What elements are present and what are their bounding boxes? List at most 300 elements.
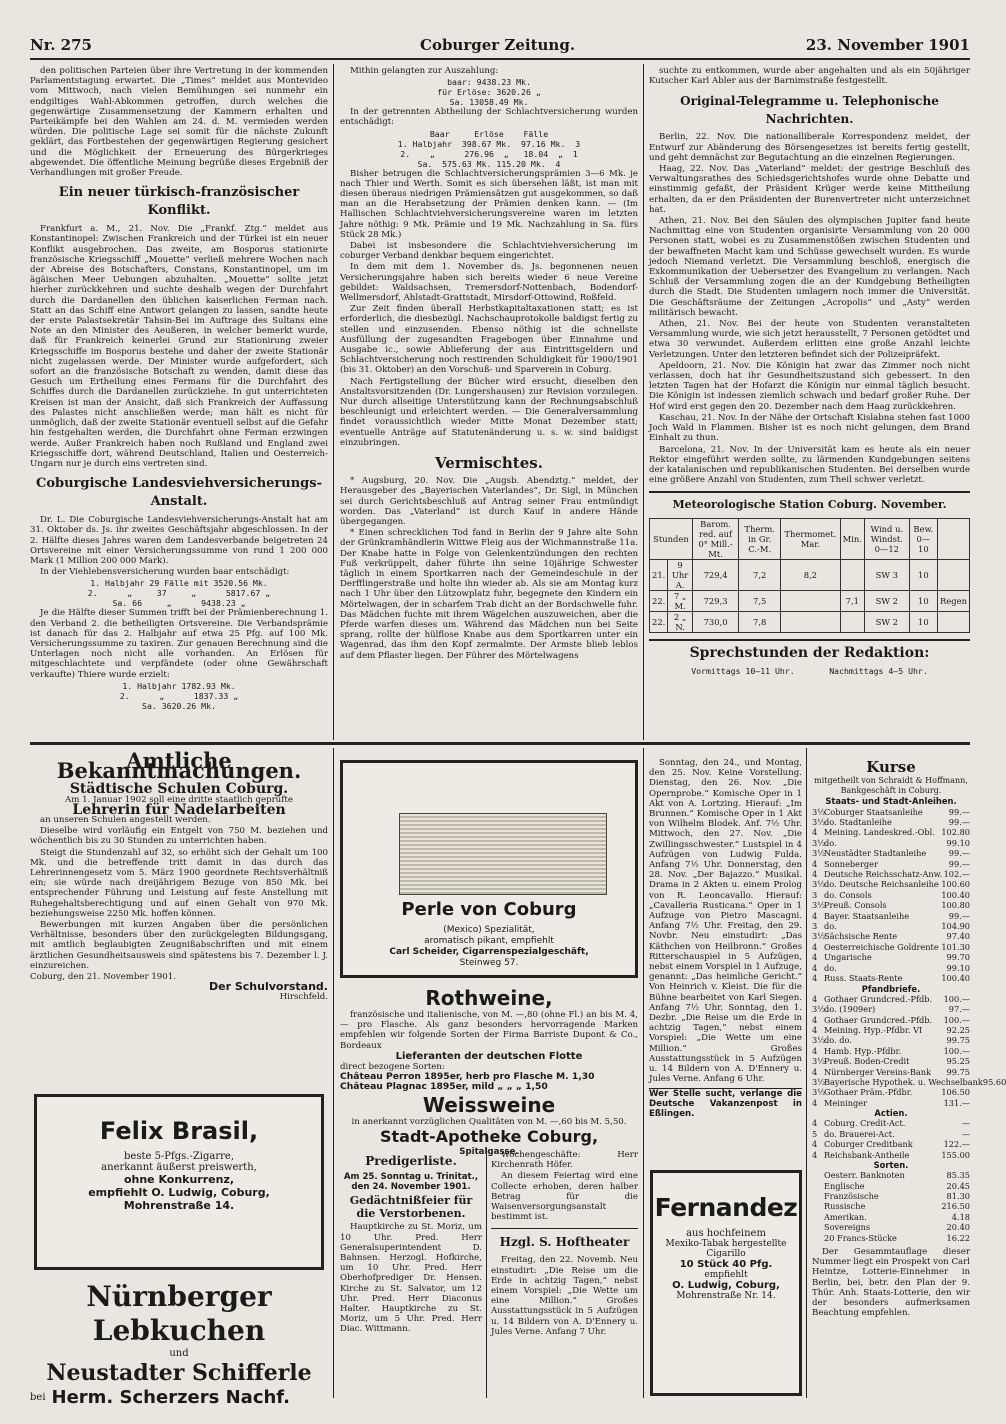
col2-text: Zur Zeit finden überall Herbstkapitaltaxationen statt; es ist erforderlich, die diesbezügl. Nachschauprotokolle baldigst fertig zu stellen und einzusenden. Ebenso nöthig ist die schnellste Ausfüllung der zugesandten Fragebogen über Einnahme und Ausgabe ic., sowie Ablieferung der aus Eintrittsgeldern und Schlachtversicherung noch restirenden Schuldigkeit für 1900/1901 (bis 31. Oktober) an den Vorschuß- und Sparverein in Coburg. (340, 304, 638, 376)
fernandez-title: Fernandez (654, 1193, 798, 1222)
rotwein-direct: direct bezogene Sorten: (340, 1062, 445, 1073)
brasil-line: Mohrenstraße 14. (123, 1199, 235, 1212)
brasil-line: anerkannt äußerst preiswerth, (101, 1162, 257, 1173)
kurse-list (812, 1118, 970, 1160)
telegram: Barcelona, 21. Nov. In der Universität kam es heute als ein neuer Rektor eingeführt werden sollte, zu lärmenden Kundgebungen seitens der katalanischen und republikanischen Studenten. Bei derselben wurde eine größere Anzahl von Studenten, zum Theil schwer verletzt. (649, 444, 970, 486)
kurse-price: 99.70 (946, 952, 970, 963)
kurse-price: 81.30 (946, 1191, 970, 1202)
apotheke-title: Stadt-Apotheke Coburg, (379, 1126, 599, 1146)
vieh-row: Sa. 66 „ 9438.23 „ (112, 598, 246, 609)
schlacht-row: 1. Halbjahr 398.67 Mk. 97.16 Mk. 3 (397, 138, 581, 149)
kurse-security: Reichsbank-Antheile (824, 1149, 910, 1160)
kurse-row (812, 1076, 1006, 1087)
vieh-row: 2. „ 1837.33 „ (119, 690, 239, 701)
rotwein-item: Château Plagnac 1895er, mild „ „ „ 1,50 (340, 1081, 548, 1093)
weather-cell: 7,2 (739, 560, 781, 591)
kurse-sub: mitgetheilt von Schraidt & Hoffmann, Bankgeschäft in Coburg. (814, 776, 968, 796)
kurse-row (812, 911, 970, 921)
weather-cell: 7,8 (739, 612, 781, 633)
kurse-security: 20 Francs-Stücke (824, 1232, 897, 1243)
kurse-row (812, 973, 970, 983)
kurse-rate: 4 (812, 869, 818, 880)
vieh-row: 2. „ 37 „ 5817.67 „ (87, 588, 271, 599)
kurse-price: 155.00 (941, 1149, 970, 1160)
headline-predigerliste: Predigerliste. (365, 1154, 457, 1168)
kurse-security: Oesterr. Banknoten (824, 1170, 905, 1181)
kurse-rate: 4 (812, 827, 818, 838)
fernandez-line: O. Ludwig, Coburg, (672, 1280, 780, 1291)
kurse-price: 99.— (948, 806, 970, 817)
predigerliste-date: Am 25. Sonntag u. Trinitat., den 24. November 1901. (343, 1172, 479, 1193)
weather-col: Therm. in Gr. C.-M. (739, 519, 781, 560)
kurse-rate: 4 (812, 941, 818, 952)
kurse-price: 99.— (948, 858, 970, 869)
column-rule (333, 64, 334, 740)
schulen-text: Steigt die Stundenzahl auf 32, so erhöht sich der Gehalt um 100 Mk. und die betreffende tritt damit in das durch das Lehrerinnengesetz vom 5. März 1900 geordnete Rechtsverhältniß ein; sie würde nach dreijährigem Bezuge von 850 Mk. bei entsprechender Führung und Leistung auf feste Anstellung mit Ruhegehaltsberechtigung und auf einen Gehalt von 970 Mk. beziehungsweise 2250 Mk. hoffen können. (30, 847, 328, 919)
weather-cell: 729,3 (692, 591, 738, 612)
kurse-price: 97.— (948, 1004, 970, 1015)
kurse-price: 102.80 (941, 827, 970, 838)
telegram: Berlin, 22. Nov. Die nationalliberale Korrespondenz meldet, der Entwurf zur Abänderung des Börsengesetzes ist bereits fertig gestellt, und geht demnächst zur Begutachtung an die einzelnen Regierungen. (649, 132, 970, 163)
kurse-security: Bayer. Staatsanleihe (824, 910, 910, 921)
kurse-row (812, 827, 970, 837)
kurse-price: 99.10 (946, 962, 970, 973)
payout-row: für Erlöse: 3620.26 „ (437, 87, 541, 98)
kurse-rate (812, 1181, 824, 1191)
kurse-security: Russ. Staats-Rente (824, 973, 903, 984)
kurse-rate: 3½ (812, 848, 826, 859)
column-rule (806, 748, 807, 1398)
issue-number: Nr. 275 (30, 36, 92, 54)
ad-wines (340, 986, 638, 1157)
kurse-rate: 4 (812, 1118, 818, 1129)
kurse-row (812, 942, 970, 952)
kurse-row (812, 1046, 970, 1056)
kurse-price: 102.— (943, 869, 970, 880)
issue-date: 23. November 1901 (805, 36, 970, 54)
kurse-row (812, 879, 970, 889)
kurse-rate (812, 1191, 824, 1201)
kurse-rate: 4 (812, 1097, 818, 1108)
kurse-row (812, 931, 970, 941)
weather-row (650, 591, 970, 612)
kurse-security: Sächsische Rente (824, 931, 898, 942)
kurse-rate: 3½ (812, 879, 826, 890)
kurse-price: 92.25 (946, 1024, 970, 1035)
kurse-row (812, 1139, 970, 1149)
column-2 (340, 66, 638, 740)
kurse-price: — (961, 1128, 970, 1139)
col2-text: Mithin gelangten zur Auszahlung: (350, 66, 499, 76)
col2-text: Nach Fertigstellung der Bücher wird ersucht, dieselben den Anstaltsvorsitzenden (Dr. Lungershausen) zur Revision vorzulegen. Nur durch allseitige Unterstützung kann der Rechnungsabschluß beschleunigt und erleichtert werden. — Die Generalversammlung findet voraussichtlich wieder Mitte Monat Dezember statt; eventuelle Anträge auf Statutenänderung u. s. w. sind baldigst einzubringen. (340, 376, 638, 448)
schulen-signature-name: Hirschfeld. (279, 992, 328, 1003)
col2-text: * Augsburg, 20. Nov. Die „Augsb. Abendztg.“ meldet, der Herausgeber des „Bayerischen Vaterlandes“, Dr. Sigl, in München sei durch Gerichtsbeschluß auf Antrag seiner Frau entmündigt worden. Das „Vaterland“ ist durch Kauf in andere Hände übergegangen. (340, 476, 638, 527)
kurse-security: Sovereigns (824, 1222, 871, 1233)
kurse-security: do. Consols (824, 889, 872, 900)
headline-kurse: Kurse (866, 758, 916, 776)
kurse-price: 99.10 (946, 837, 970, 848)
kurse-security: do. (1909er) (824, 1004, 876, 1015)
schulen-signature-date: Coburg, den 21. November 1901. (30, 972, 176, 983)
kurse-row (812, 1118, 970, 1128)
payout-row: Sa. 13058.49 Mk. (449, 97, 529, 108)
column-1 (30, 66, 328, 740)
kurse-category: Sorten. (873, 1160, 909, 1171)
kurse-price: 4.18 (951, 1211, 970, 1222)
telegram: Apeldoorn, 21. Nov. Die Königin hat zwar das Zimmer noch nicht verlassen, doch hat ihr Gesundheitszustand sich gebessert. In den letzten Tagen hat der Hofarzt die Königin nur einmal täglich besucht. Die Königin ist indessen ziemlich schwach und bedarf großer Ruhe. Der Hof wird erst gegen den 20. Dezember nach dem Haag zurückkehren. (649, 360, 970, 412)
weather-cell: SW 2 (864, 612, 909, 633)
weather-cell (937, 560, 969, 591)
kurse-row (812, 900, 970, 910)
telegram: Athen, 21. Nov. Bei den Säulen des olympischen Jupiter fand heute Nachmittag eine von Studenten organisirte Versammlung von 20 000 Personen statt, wobei es zu Zusammenstößen zwischen Studenten und der bewaffneten Macht kam und Schüsse gewechselt wurden. Es wurde jedoch Niemand verletzt. Die Versammlung beschloß, energisch die Exkommunikation der Uebersetzer des Evangelium zu verlangen. Nach Schluß der Versammlung zogen die an der Kundgebung Betheiligten durch die Stadt. Die Studenten umlagern noch immer die Universität. Die Geschäftsräume der Zeitungen „Acropolis“ und „Asty“ werden militärisch bewacht. (649, 216, 970, 318)
kurse-price: 100.80 (941, 900, 970, 911)
rotwein-title: Rothweine, (425, 986, 553, 1010)
kurse-row (812, 1129, 970, 1139)
kurse-security: do. (824, 837, 837, 848)
weather-cell: 10 (909, 560, 937, 591)
kurse-category: Staats- und Stadt-Anleihen. (825, 796, 957, 807)
kurse-price: 99.75 (946, 1035, 970, 1046)
section-rule (30, 742, 970, 745)
kurse-row (812, 1191, 970, 1201)
vieh-row: 1. Halbjahr 1782.93 Mk. (122, 680, 236, 691)
weather-cell: 9 Uhr A. (668, 560, 693, 591)
kurse-price: 100.40 (941, 973, 970, 984)
kurse-row (812, 817, 970, 827)
kurse-price: 85.35 (946, 1170, 970, 1181)
kurse-rate (812, 1170, 824, 1180)
weather-cell: 21. (650, 560, 668, 591)
kurse-rate: 3½ (812, 1056, 826, 1067)
col2-text: In dem mit dem 1. November ds. Js. begonnenen neuen Versicherungsjahre haben sich bereits wieder 6 neue Vereine gebildet: Waldsachsen, Tremersdorf-Nottenbach, Bodendorf-Wellmersdorf, Ahlstadt-Grattstadt, Mirsdorf-Ottowind, Roßfeld. (340, 262, 638, 304)
kurse-price: 100.40 (941, 889, 970, 900)
kurse-row (812, 1181, 970, 1191)
schlacht-header: Baar Erlöse Fälle (429, 128, 549, 139)
col3-text: suchte zu entkommen, wurde aber angehalten und als ein 50jähriger Kutscher Karl Abler aus der Barnimstraße festgestellt. (649, 66, 970, 87)
weather-cell: 730,0 (692, 612, 738, 633)
kurse-row (812, 1067, 970, 1077)
kurse-security: Bayerische Hypothek. u. Wechselbank (824, 1076, 983, 1087)
kurse-security: Ungarische (824, 952, 872, 963)
lebkuchen-seller: Herm. Scherzers Nachf. (51, 1387, 290, 1408)
perle-title: Perle von Coburg (401, 899, 577, 920)
weisswein-text: in anerkannt vorzüglichen Qualitäten von M. —,60 bis M. 5,50. (351, 1116, 627, 1127)
kurse-rate: 4 (812, 1139, 818, 1150)
weather-col: Wind u. Windst. 0—12 (864, 519, 909, 560)
kurse-category: Actien. (874, 1108, 908, 1119)
amtliche-section (30, 750, 328, 1078)
kurse-row (812, 1056, 970, 1066)
kurse-security: Gothaer Grundcred.-Pfdb. (824, 1014, 933, 1025)
weather-cell: 8,2 (781, 560, 841, 591)
schulen-text: Bewerbungen mit kurzen Angaben über die persönlichen Verhältnisse, besonders über den zurückgelegten Bildungsgang, mit amtlich beglaubigten Zeugnißabschriften und mit einem ärztlichen Gesundheitsausweis sind spätestens bis 7. Dezember l. J. einzureichen. (30, 920, 328, 971)
kurse-price: 97.40 (946, 931, 970, 942)
kurse-security: Preuß. Boden-Credit (824, 1056, 910, 1067)
kurse-row (812, 952, 970, 962)
headline-amtliche: Amtliche Bekanntmachungen. (56, 748, 302, 784)
kurse-price: 106.50 (941, 1087, 970, 1098)
sprechstunden-text: Vormittags 10—11 Uhr. Nachmittags 4—5 Uhr. (691, 666, 928, 677)
kurse-security: Coburger Staatsanleihe (824, 806, 923, 817)
weather-cell: 7 „ M. (668, 591, 693, 612)
kurse-security: Meininger (824, 1097, 868, 1108)
headline-meteorologie: Meteorologische Station Coburg. November. (649, 491, 970, 514)
headline-konflikt: Ein neuer türkisch-französischer Konflikt. (58, 185, 300, 219)
column-rule (643, 64, 644, 740)
telegram: Kaschau, 21. Nov. In der Nähe der Ortschaft Kislabna stehen fast 1000 Joch Wald in Flammen. Bisher ist es noch nicht gelungen, dem Brand Einhalt zu thun. (649, 412, 970, 444)
kurse-rate: 4 (812, 858, 818, 869)
kurse-rate: 4 (812, 993, 818, 1004)
headline-sprechstunden: Sprechstunden der Redaktion: (649, 639, 970, 662)
kurse-rate: 4 (812, 1024, 818, 1035)
predigerliste-text: Hauptkirche zu St. Moriz, um 10 Uhr. Pred. Herr Generalsuperintendent D. Bahnsen. Herzogl. Hofkirche, um 10 Uhr. Pred. Herr Oberhofprediger Dr. Hensen. Kirche zu St. Salvator, um 12 Uhr. Pred. Herr Diaconus Halter. Hauptkirche zu St. Moriz, um 5 Uhr. Pred. Herr Diac. Wittmann. (340, 1222, 482, 1335)
column-rule (643, 748, 644, 1398)
column-rule (333, 748, 334, 1398)
weather-cell: 729,4 (692, 560, 738, 591)
kurse-price: 122.— (943, 1139, 970, 1150)
kurse-row (812, 859, 970, 869)
perle-line: Carl Scheider, Cigarrenspezialgeschäft, (389, 947, 589, 957)
weather-cell (937, 612, 969, 633)
perle-line: aromatisch pikant, empfiehlt (424, 936, 554, 946)
kurse-footer: Der Gesammtauflage dieser Nummer liegt ein Prospekt von Carl Heintze, Lotterie-Einnehmer in Berlin, bei, betr. den Plan der 9. Thür. Anh. Staats-Lotterie, den wir der besonders aufmerksamen Beachtung empfehlen. (812, 1247, 970, 1319)
kurse-security: Amerikan. (824, 1211, 867, 1222)
kurse-rate: 4 (812, 962, 818, 973)
weather-cell (781, 591, 841, 612)
lebkuchen-title-2: Neustadter Schifferle (46, 1360, 312, 1386)
kurse-row (812, 994, 970, 1004)
schlacht-row: 2. „ 276.96 „ 18.04 „ 1 (400, 148, 578, 159)
col2-text: * Einen schrecklichen Tod fand in Berlin der 9 Jahre alte Sohn der Grünkramhändlerin Wittwe Fleig aus der Wichmannstraße 11a. Der Knabe hatte in Folge von Gelenkentzündungen den rechten Fuß verkrüppelt, daher führte ihn seine 10jährige Schwester täglich in einem Sportkarren nach der Gemeindeschule in der Derfflingerstraße und holte ihn wieder ab. Als sie am Montag kurz nach 1 Uhr über den Lützowplatz fuhr, begegnete den Kindern ein Mörtelwagen, der in scharfem Trab dicht an der Bordschwelle fuhr. Das Mädchen fuchte mit ihrem Wägelchen auszuweichen, aber die Pferde warfen dieses um. Während das Mädchen nun bei Seite sprang, rollte der hülflose Knabe aus dem Sportkarren unter ein Wagenrad, das ihm den Kopf zermalmte. Der Armste blieb leblos auf dem Pflaster liegen. Der Führer des Mörtelwagens (340, 528, 638, 661)
ad-fernandez (650, 1170, 802, 1396)
kurse-security: Gothaer Grundcred.-Pfdb. (824, 993, 933, 1004)
stellen-notice: Wer Stelle sucht, verlange die Deutsche Vakanzenpost in Eßlingen. (649, 1088, 802, 1119)
kurse-security: do. Deutsche Reichsanleihe (824, 879, 939, 890)
weather-cell: 10 (909, 591, 937, 612)
kurse-security: do. Brauerei-Act. (824, 1128, 895, 1139)
brasil-line: empfiehlt O. Ludwig, Coburg, (88, 1186, 270, 1199)
lebkuchen-and: und (169, 1348, 189, 1359)
kurse-security: Meining. Hyp.-Pfdbr. VI (824, 1024, 923, 1035)
weather-col: Min. (840, 519, 864, 560)
column-rule (486, 1148, 487, 1398)
hoftheater-section (491, 1150, 638, 1398)
lebkuchen-title: Nürnberger Lebkuchen (86, 1280, 272, 1347)
kurse-list (812, 807, 970, 984)
kurse-price: 99.— (948, 848, 970, 859)
schulen-text: Dieselbe wird vorläufig ein Entgelt von 750 M. beziehen und wöchentlich bis zu 30 Stunden zu unterrichten haben. (30, 826, 328, 847)
kurse-security: Sonneberger (824, 858, 878, 869)
kurse-security: Gothaer Präm.-Pfdbr. (824, 1087, 913, 1098)
kurse-price: 16.22 (946, 1232, 970, 1243)
theater-program (649, 758, 802, 1164)
kurse-rate (812, 1222, 824, 1232)
brasil-name: Felix Brasil, (99, 1117, 259, 1145)
kurse-security: do. Stadtanleihe (824, 817, 892, 828)
kurse-price: 99.— (948, 817, 970, 828)
kurse-rate: 4 (812, 973, 818, 984)
ad-felix-brasil (34, 1094, 324, 1270)
kurse-security: Preuß. Consols (824, 900, 887, 911)
hoftheater-text: Freitag, den 22. Novemb. Neu einstudirt: „Die Reise um die Erde in achtzig Tagen,“ nebst einem Vorspiel: „Die Wette um eine Million.“ Großes Ausstattungsstück in 5 Aufzügen u. 14 Bildern von A. D'Ennery u. Jules Verne. Anfang 7 Uhr. (491, 1255, 638, 1337)
kurse-price: 95.25 (946, 1056, 970, 1067)
headline-hoftheater: Hzgl. S. Hoftheater (491, 1228, 638, 1251)
kurse-price: 216.50 (941, 1201, 970, 1212)
kurse-rate: 3½ (812, 931, 826, 942)
weisswein-title: Weissweine (422, 1092, 556, 1117)
kurse-price: 131.— (943, 1097, 970, 1108)
weather-col: Thermomet. Mar. (781, 519, 841, 560)
predigerliste (340, 1150, 482, 1398)
col2-text: Bisher betrugen die Schlachtversicherungsprämien 3—6 Mk. je nach Thier und Werth. Somit es sich übersehen läßt, ist man mit diesen überaus niedrigen Prämiensätzen gut ausgekommen, so daß man an die Herabsetzung der Prämien denken kann. — (Im Hallischen Schlachtviehversicherungsvereine waren im letzten Jahre nöthig: 9 Mk. Prämie und 19 Mk. Nachzahlung in Sa. fürs Stück 28 Mk.) (340, 168, 638, 240)
kurse-security: Französische (824, 1191, 879, 1202)
kurse-rate: 3½ (812, 1087, 826, 1098)
kurse-price: 104.90 (941, 921, 970, 932)
kurse-rate: 4 (812, 1066, 818, 1077)
perle-line: Steinweg 57. (459, 958, 519, 968)
fernandez-line: aus hochfeinem (686, 1228, 766, 1239)
weather-cell: 7,1 (840, 591, 864, 612)
wochengeschaefte: Wochengeschäfte: Herr Kirchenrath Höfer. (491, 1150, 638, 1171)
weather-cell: SW 3 (864, 560, 909, 591)
kurse-section (812, 758, 1006, 1398)
kurse-security: do. do. (824, 1035, 852, 1046)
weather-cell (840, 560, 864, 591)
headline-gedaechtnis: Gedächtnißfeier für die Verstorbenen. (349, 1194, 473, 1221)
kurse-row (812, 1150, 970, 1160)
paper-title: Coburger Zeitung. (420, 36, 576, 54)
column-3 (649, 66, 970, 740)
rotwein-text: französische und italienische, von M. —,80 (ohne Fl.) an bis M. 4,— pro Flasche. Als ganz besonders hervorragende Marken empfehlen wir folgende Sorten der Firma Barriste Dupont & Co., Bordeaux (340, 1010, 638, 1051)
kurse-row (812, 1098, 970, 1108)
article-vieh-1: Dr. L. Die Coburgische Landesviehversicherungs-Anstalt hat am 31. Oktober ds. Js. ihr zweites Geschäftsjahr abgeschlossen. In der 2. Hälfte dieses Jahres waren dem Landesverbande beigetreten 24 Ortsvereine mit einer Versicherungssumme von rund 1 200 000 Mark (1 Million 200 000 Mark). (30, 515, 328, 566)
kurse-row (812, 1212, 970, 1222)
kurse-price: 100.60 (941, 879, 970, 890)
kurse-rate: 3½ (812, 900, 826, 911)
kurse-rate: 3½ (812, 1004, 826, 1015)
kurse-price: 101.30 (941, 941, 970, 952)
masthead (30, 34, 970, 60)
fernandez-line: Mohrenstraße Nr. 14. (676, 1291, 776, 1301)
article-intro: den politischen Parteien über ihre Vertretung in der kommenden Parlamentstagung erwartet. Die „Times“ meldet aus Montevideo vom Mittwoch, nach vielen Bemühungen sei nunmehr ein endgiltiges Wahl-Abkommen getroffen, durch welches die gegenwärtige Zusammensetzung der Kammern erhalten und Parteikämpfe bei den Wahlen am 24. d. M. vermieden werden würden. Die politische Lage sei somit für die nächste Zukunft geklärt, das Fortbestehen der gegenwärtigen Regierung gesichert und die Möglichkeit der Erneuerung des Bürgerkrieges abgewendet. Die öffentliche Meinung begrüße dieses Ergebniß der Verhandlungen mit großer Freude. (30, 66, 328, 179)
kurse-rate: 4 (812, 1149, 818, 1160)
kurse-row (812, 848, 970, 858)
schulen-text: an unseren Schulen angestellt werden. (40, 815, 211, 826)
kurse-row (812, 807, 970, 817)
kurse-price: 100.— (943, 1014, 970, 1025)
kurse-price: 100.— (943, 993, 970, 1004)
weather-cell: 22. (650, 612, 668, 633)
weather-cell (781, 612, 841, 633)
brasil-line: ohne Konkurrenz, (123, 1173, 235, 1186)
kurse-price: 20.45 (946, 1180, 970, 1191)
schulen-text: Am 1. Januar 1902 soll eine dritte staatlich geprüfte (65, 794, 293, 805)
kurse-security: do. (824, 962, 837, 973)
weather-cell: Regen (937, 591, 969, 612)
kurse-rate: 3½ (812, 817, 826, 828)
weather-cell (840, 612, 864, 633)
rotwein-lieferanten: Lieferanten der deutschen Flotte (395, 1050, 583, 1062)
fernandez-line: Mexiko-Tabak hergestellte Cigarillo (665, 1239, 787, 1259)
kurse-rate: 3½ (812, 1035, 826, 1046)
kurse-security: Englische (824, 1180, 865, 1191)
telegram: Haag, 22. Nov. Das „Vaterland“ meldet: der gestrige Beschluß des Verwaltungsrathes des Schiedsgerichtshofes wurde ohne Debatte und einstimmig gefaßt, der Präsident Krüger werde keine Mittheilung erhalten, da er den Präsidenten der Burenvertreter nicht unterzeichnet hat. (649, 164, 970, 215)
article-vieh-3: Je die Hälfte dieser Summen trifft bei der Prämienberechnung 1. den Verband 2. die betheiligten Ortsvereine. Die Verbandsprämie ist danach für das 2. Halbjahr auf etwa 25 Pfg. auf 100 Mk. Versicherungssumme zu taxiren. Zur genauen Berechnung sind die Unterlagen noch nicht alle vorhanden. An Erlösen für mitgeschlachtete und verpfändete (oder ohne Gewährschaft verkaufte) Thiere wurde erzielt: (30, 608, 328, 680)
kurse-security: Hamb. Hyp.-Pfdbr. (824, 1045, 902, 1056)
vieh-row: 1. Halbjahr 29 Fälle mit 3520.56 Mk. (90, 578, 268, 589)
kurse-security: Russische (824, 1201, 866, 1212)
kurse-price: — (961, 1118, 970, 1129)
lebkuchen-bei: bei (30, 1392, 46, 1403)
kurse-rate: 3½ (812, 806, 826, 817)
coburg-engraving (399, 813, 607, 895)
theater-text: Sonntag, den 24., und Montag, den 25. Nov. Keine Vorstellung. Dienstag, den 26. Nov. „Die Opernprobe.“ Komische Oper in 1 Akt von A. Lortzing. Hierauf: „Im Brunnen.“ Komische Oper in 1 Akt von Wilhelm Blodek. Anf. 7½ Uhr. Mittwoch, den 27. Nov. „Die Zwillingsschwester.“ Lustspiel in 4 Aufzügen von Ludwig Fulda. Anfang 7½ Uhr. Donnerstag, den 28. Nov. „Der Bajazzo.“ Musikal. Drama in 2 Akten u. einem Prolog von R. Leoncavallo. Hierauf: „Cavalleria Rusticana.“ Oper in 1 Aufzuge von Pietro Mascagni. Anfang 7½ Uhr. Freitag, den 29. Novbr. Neu einstudirt: „Das Käthchen von Heilbronn.“ Großes Ritterschauspiel in 5 Aufzügen, nebst einem Vorspiel in 1 Aufzuge, genannt: „Das heimliche Gericht.“ Von Heinrich v. Kleist. Die für die Bühne bearbeitet von Karl Siegen. Anfang 7½ Uhr. Sonntag, den 1. Dezbr. „Die Reise um die Erde in achtzig Tagen,“ nebst einem Vorspiel: „Die Wette um eine Million.“ Großes Ausstattungsstück in 5 Aufzügen u. 14 Bildern von A. D'Ennery u. Jules Verne. Anfang 6 Uhr. (649, 758, 802, 1085)
article-konflikt: Frankfurt a. M., 21. Nov. Die „Frankf. Ztg.“ meldet aus Konstantinopel: Zwischen Frankreich und der Türkei ist ein neuer Konflikt ausgebrochen. Das zweite, am Bosporus stationirte französische Kriegsschiff „Mouette“ verließ mehrere Wochen nach der Abreise des Botschafters, Constans, Konstantinopel, um im ägäischen Meer Uebungen abzuhalten. „Mouette“ sollte jetzt hierher zurückkehren und suchte deshalb wegen der Durchfahrt durch die Dardanellen den üblichen kaiserlichen Ferman nach. Statt an das Schiff eine Antwort gelangen zu lassen, sandte heute der erste Palastsekretär Tahsin-Bei im Auftrage des Sultans eine Note an den Minister des Aeußeren, in welcher bemerkt wurde, daß für Frankreich keinerlei Grund zur Stationirung zweier Kriegsschiffe im Bosporus bestehe und daher der zweite Stationär nicht zugelassen werde. Der Minister wurde aufgefordert, sich sofort an die französische Botschaft zu wenden, damit diese das Gesuch um Ertheilung eines Fermans für die Durchfahrt des Schiffes durch die Dardanellen zurückziehe. In gut unterrichteten Kreisen ist man der Ansicht, daß sich Frankreich der Auffassung des Palastes nicht anschließen werde; man hält es nicht für unmöglich, daß der zweite Stationär eventuell selbst auf die Gefahr hin festgehalten werden, die Durchfahrt ohne Ferman erzwingen werde. Außer Frankreich haben noch Rußland und England zwei Kriegsschiffe dort, während Deutschland, Italien und Oesterreich-Ungarn nur je durch eins vertreten sind. (30, 224, 328, 469)
schulen-position: Lehrerin für Nadelarbeiten (72, 801, 286, 818)
kurse-rate: 3½ (812, 837, 826, 848)
kurse-row (812, 890, 970, 900)
kurse-row (812, 1222, 970, 1232)
kurse-security: Nürnberger Vereins-Bank (824, 1066, 931, 1077)
feiertag-collecte: An diesem Feiertag wird eine Collecte erhoben, deren halber Betrag für die Waisenversorgungsanstalt bestimmt ist. (491, 1171, 638, 1223)
kurse-row (812, 1004, 970, 1014)
schlacht-row: Sa. 575.63 Mk. 115.20 Mk. 4 (417, 158, 561, 169)
weather-cell: 2 „ N. (668, 612, 693, 633)
kurse-price: 95.60 (982, 1076, 1006, 1087)
kurse-row (812, 869, 970, 879)
kurse-row (812, 1015, 970, 1025)
kurse-row (812, 963, 970, 973)
kurse-rate: 3 (812, 921, 818, 932)
kurse-row (812, 1170, 970, 1180)
ad-lebkuchen (30, 1280, 328, 1408)
kurse-rate: 5 (812, 1128, 818, 1139)
kurse-price: 99.— (948, 910, 970, 921)
telegram: Athen, 21. Nov. Bei der heute von Studenten veranstalteten Versammlung wurde, wie sich jetzt herausstellt, 7 Personen getödtet und etwa 30 verwundet. Außerdem erlitten eine große Anzahl leichte Verletzungen. Unter den letzteren befindet sich der Polizeipräfekt. (649, 319, 970, 360)
weather-col (937, 519, 969, 560)
weather-header-row (650, 519, 970, 560)
ad-perle-von-coburg (340, 760, 638, 978)
kurse-rate: 4 (812, 952, 818, 963)
rotwein-item: Château Perron 1895er, herb pro Flasche M. 1,30 (340, 1071, 595, 1083)
kurse-rate: 4 (812, 1014, 818, 1025)
kurse-security: Coburg. Credit-Act. (824, 1118, 906, 1129)
kurse-row (812, 1233, 970, 1243)
kurse-row (812, 1035, 970, 1045)
headline-vermischtes: Vermischtes. (435, 454, 543, 473)
kurse-rate (812, 1212, 824, 1222)
perle-sub: (Mexico) Spezialität, (443, 925, 535, 935)
fernandez-line: empfiehlt (704, 1270, 748, 1280)
weather-cell: 10 (909, 612, 937, 633)
schulen-signature: Der Schulvorstand. (209, 980, 328, 994)
kurse-row (812, 838, 970, 848)
weather-table (649, 518, 970, 633)
kurse-security: Deutsche Reichsschatz-Anw. (824, 869, 943, 880)
kurse-row (812, 1087, 970, 1097)
kurse-security: Neustädter Stadtanleihe (824, 848, 927, 859)
weather-cell: SW 2 (864, 591, 909, 612)
col2-text: Dabei ist insbesondere die Schlachtviehversicherung im coburger Verband denkbar bequem eingerichtet. (340, 241, 638, 262)
kurse-price: 99.75 (946, 1066, 970, 1077)
weather-col: Barom. red. auf 0° Mill.-Mt. (692, 519, 738, 560)
kurse-rate: 3½ (812, 1076, 826, 1087)
kurse-price: 100.— (943, 1045, 970, 1056)
kurse-security: Oesterreichische Goldrente (824, 941, 939, 952)
kurse-row (812, 1025, 970, 1035)
kurse-rate (812, 1233, 824, 1243)
apotheke-sub: Spitalgasse. (459, 1146, 519, 1157)
